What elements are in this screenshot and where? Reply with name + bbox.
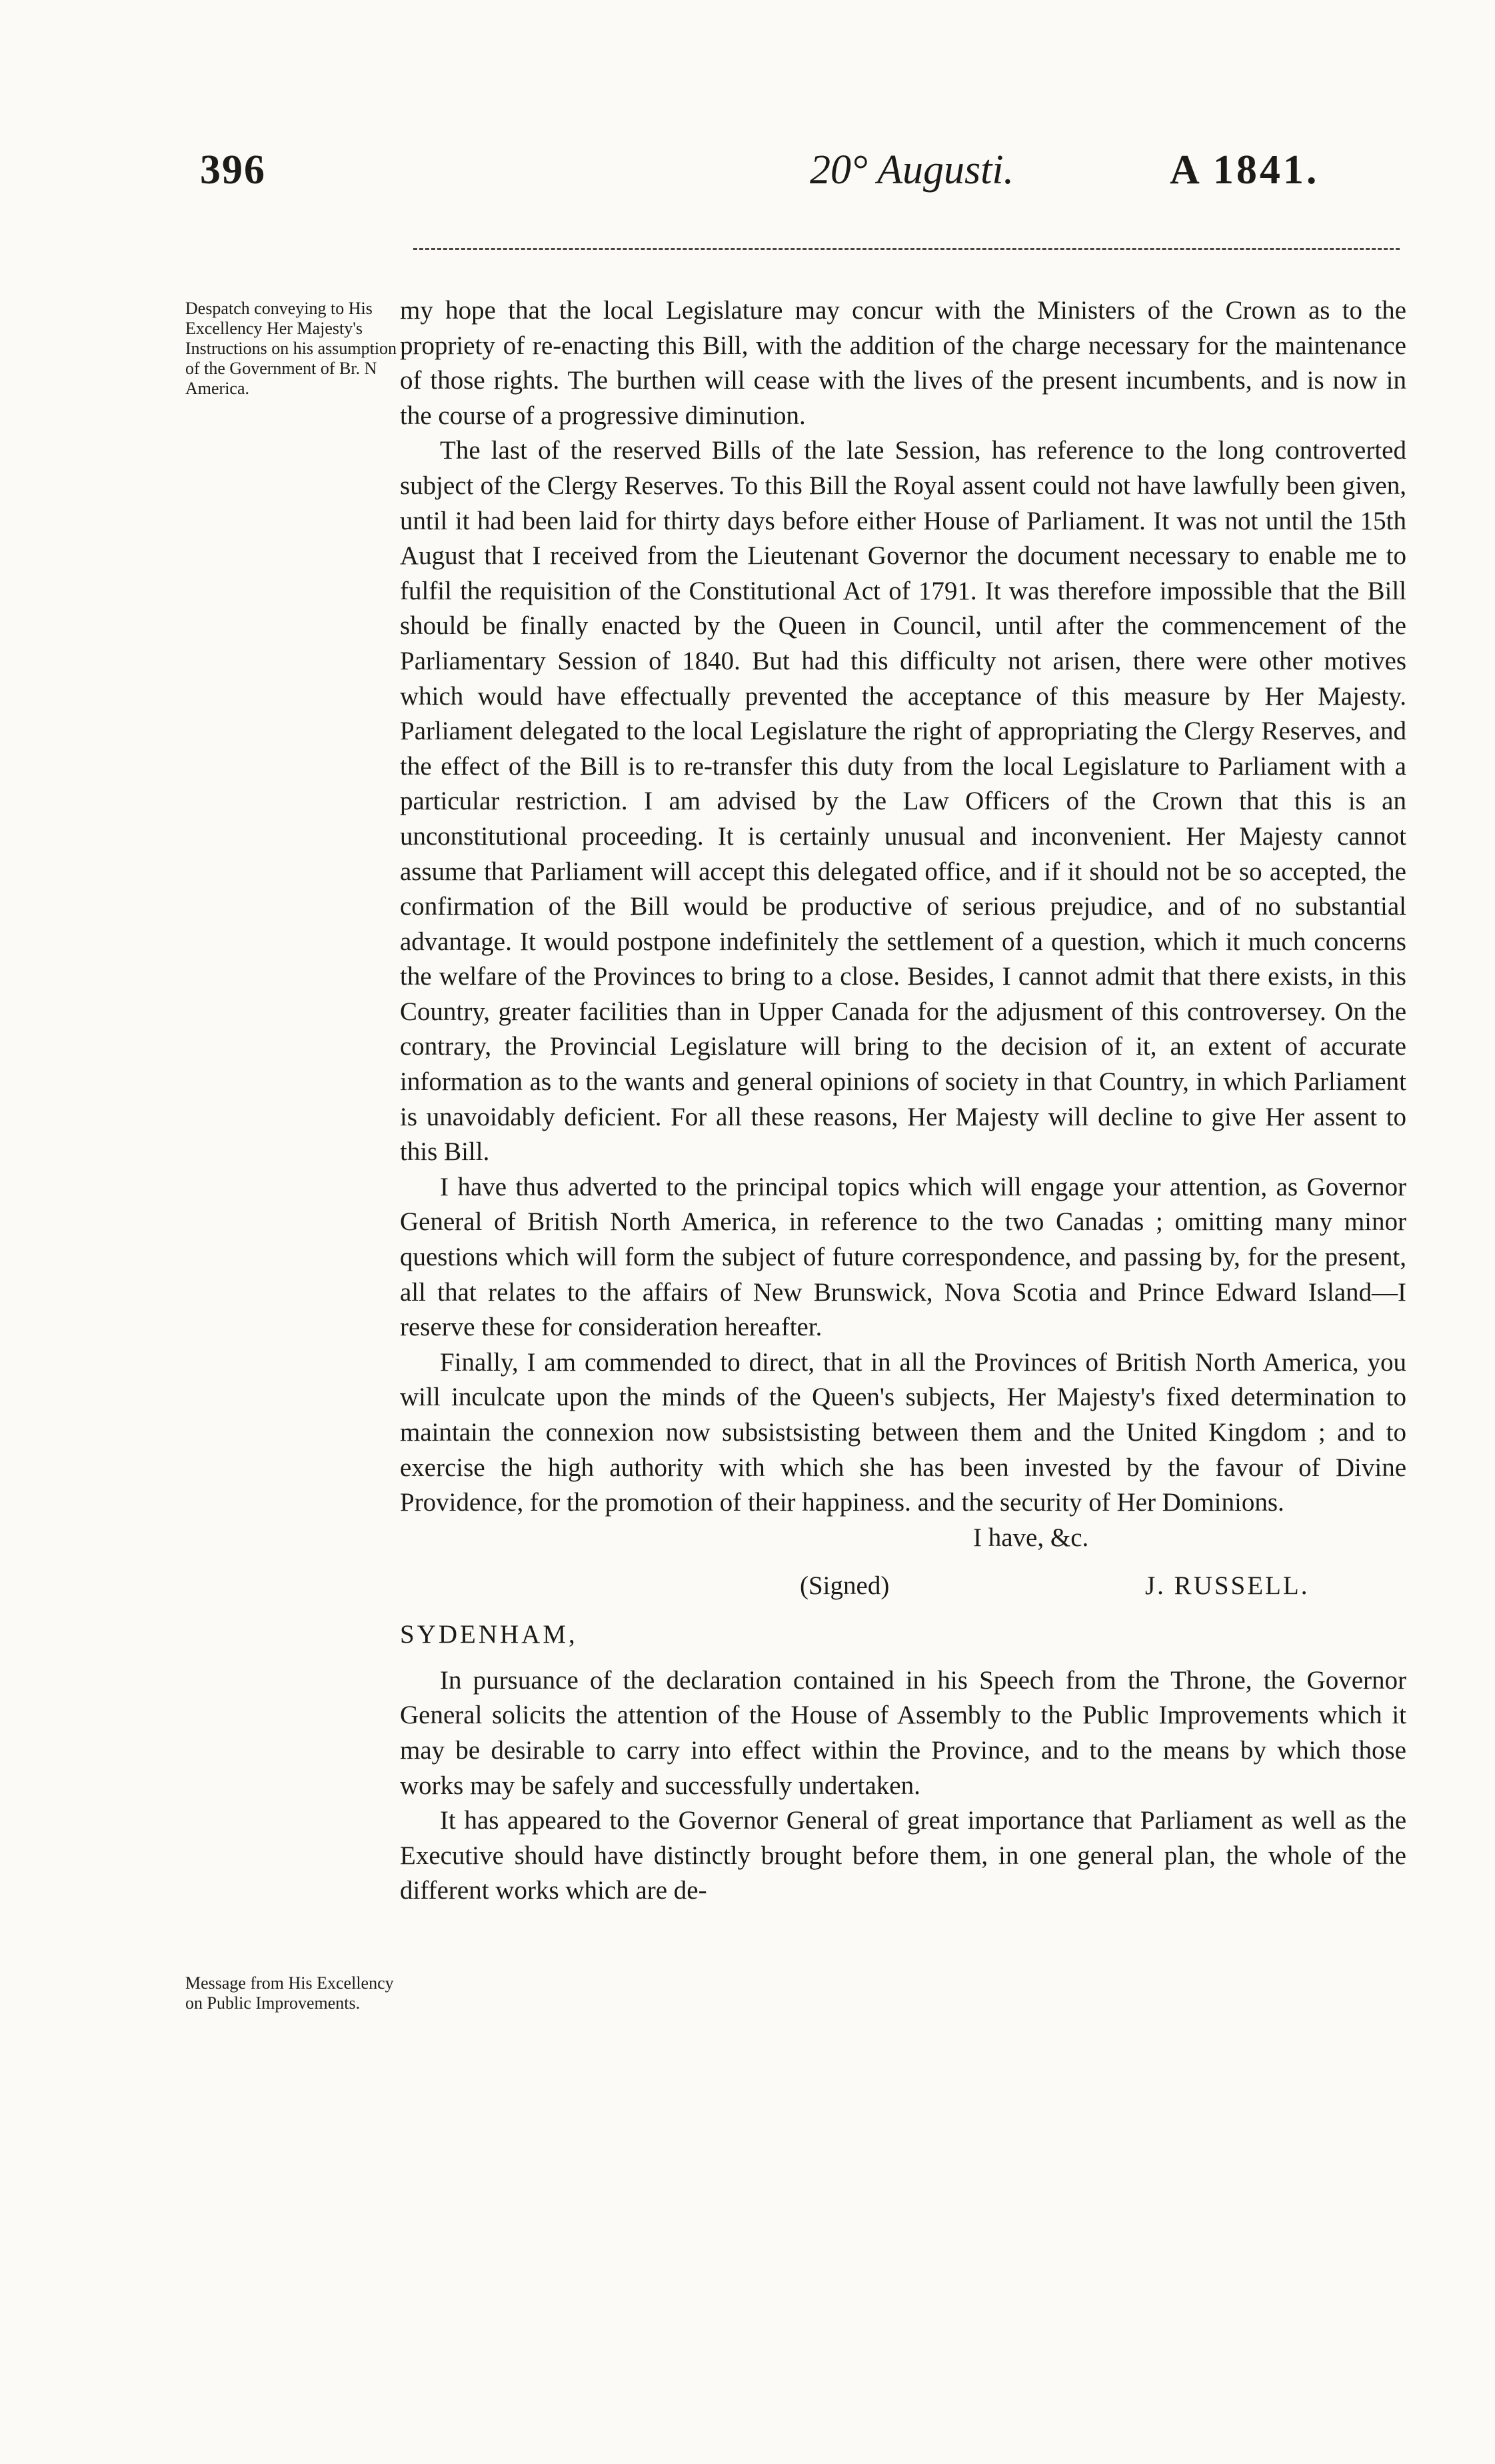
margin-note-message: Message from His Excellency on Public Improvements.	[185, 1973, 394, 2013]
paragraph-3: I have thus adverted to the principal topics which will engage your attention, as Governor General of British North America, in reference to the two Canadas ; omitting many minor questions which will form the subject of future correspondence, and passing by, for the present, all that relates to the affairs of New Brunswick, Nova Scotia and Prince Edward Island—I reserve these for consideration hereafter.	[400, 1172, 1406, 1342]
page-number: 396	[200, 147, 266, 193]
paragraph-5: In pursuance of the declaration contained in his Speech from the Throne, the Governor General solicits the attention of the House of Assembly to the Public Improvements which it may be desirable to carry into effect within the Province, and to the means by which those works may be safely and successfully undertaken.	[400, 1665, 1406, 1800]
signature-name: J. RUSSELL.	[1145, 1571, 1310, 1600]
paragraph-1: my hope that the local Legislature may concur with the Ministers of the Crown as to the propriety of re-enacting this Bill, with the addition of the charge necessary for the maintenance of those rights. The burthen will cease with the lives of the present incumbents, and is now in the course of a progressive diminution.	[400, 296, 1406, 430]
closing-have: I have, &c.	[973, 1523, 1089, 1552]
header-date: 20° Augusti.	[810, 147, 1014, 193]
paragraph-6: It has appeared to the Governor General of great importance that Parliament as well as the Executive should have distinctly brought before them, in one general plan, the whole of the different works which are de-	[400, 1806, 1406, 1905]
header-rule	[413, 248, 1400, 250]
paragraph-2: The last of the reserved Bills of the late Session, has reference to the long controverted subject of the Clergy Reserves. To this Bill the Royal assent could not have lawfully been given, until it had been laid for thirty days before either House of Parliament. It was not until the 15th August that I received from the Lieutenant Governor the document necessary to enable me to fulfil the requisition of the Constitutional Act of 1791. It was therefore impossible that the Bill should be finally enacted by the Queen in Council, until after the commencement of the Parliamentary Session of 1840. But had this difficulty not arisen, there were other motives which would have effectually prevented the acceptance of this measure by Her Majesty. Parliament delegated to the local Legislature the right of appropriating the Clergy Reserves, and the effect of the Bill is to re-transfer this duty from the local Legislature to Parliament with a particular restriction. I am advised by the Law Officers of the Crown that this is an unconstitutional proceeding. It is certainly unusual and inconvenient. Her Majesty cannot assume that Parliament will accept this delegated office, and if it should not be so accepted, the confirmation of the Bill would be productive of serious prejudice, and of no substantial advantage. It would postpone indefinitely the settlement of a question, which it much concerns the welfare of the Provinces to bring to a close. Besides, I cannot admit that there exists, in this Country, greater facilities than in Upper Canada for the adjusment of this controversey. On the contrary, the Provincial Legislature will bring to the decision of it, an extent of accurate information as to the wants and general opinions of society in that Country, in which Parliament is unavoidably deficient. For all these reasons, Her Majesty will decline to give Her assent to this Bill.	[400, 436, 1406, 1167]
margin-note-despatch: Despatch conveying to His Excellency Her Majesty's Instructions on his assumption of the Government of Br. N America.	[185, 299, 397, 398]
signed-label: (Signed)	[800, 1571, 890, 1600]
signature-line	[400, 1569, 1406, 1603]
page-body	[400, 293, 1406, 1909]
closing-line	[400, 1521, 1406, 1555]
page-header	[0, 0, 1495, 280]
addressee: SYDENHAM,	[400, 1619, 578, 1649]
header-year: A 1841.	[1170, 147, 1320, 193]
paragraph-4: Finally, I am commended to direct, that in all the Provinces of British North America, you will inculcate upon the minds of the Queen's subjects, Her Majesty's fixed determination to maintain the connexion now subsistsisting between them and the United Kingdom ; and to exercise the high authority with which she has been invested by the favour of Divine Providence, for the promotion of their happiness. and the security of Her Dominions.	[400, 1347, 1406, 1517]
